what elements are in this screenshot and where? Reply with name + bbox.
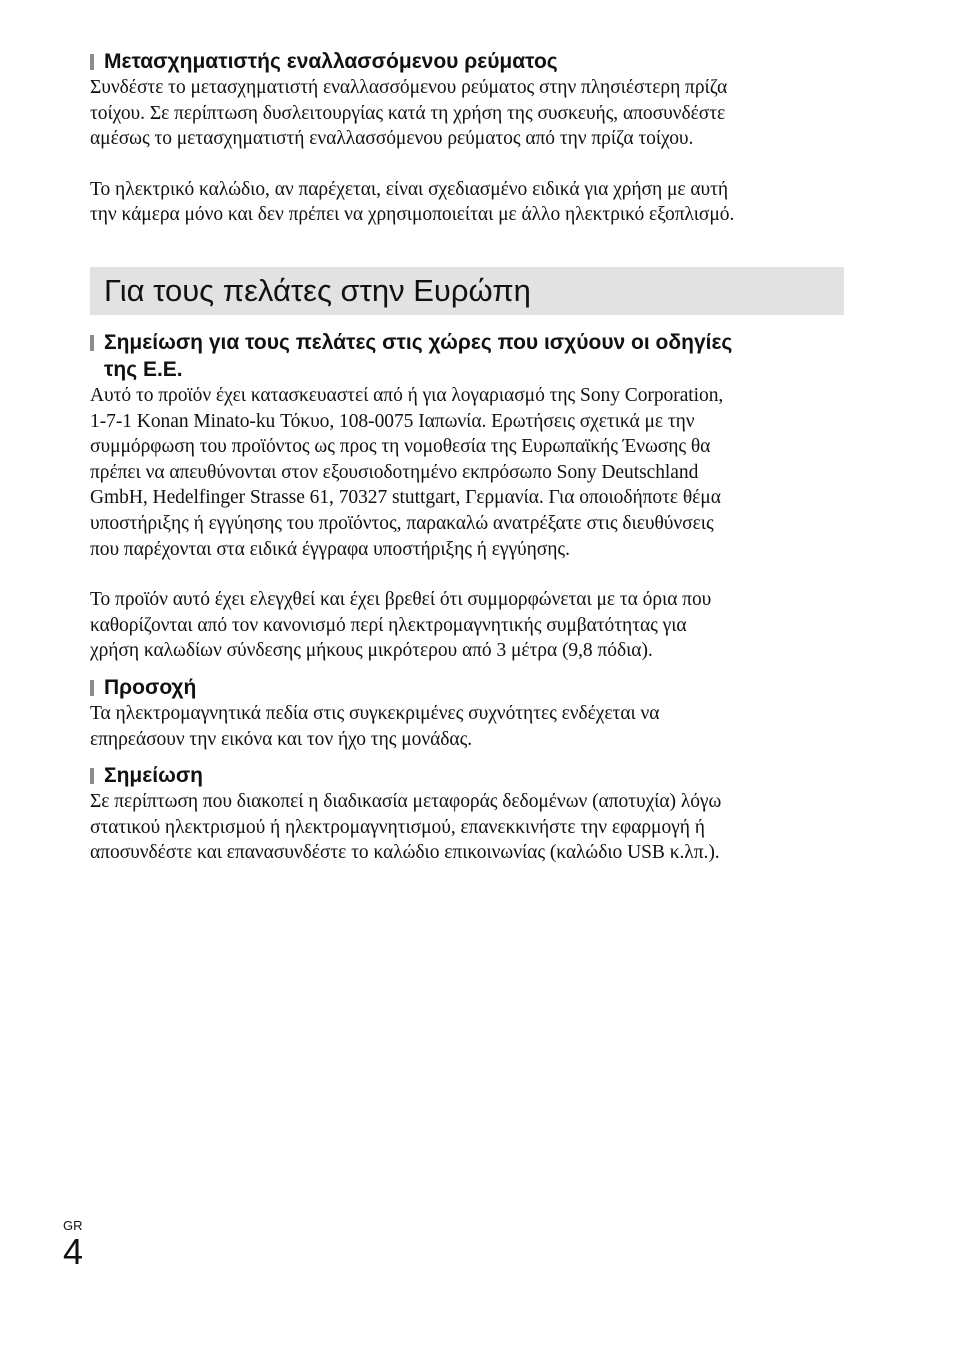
language-code: GR (63, 1218, 83, 1233)
ac-adapter-paragraph-2: Το ηλεκτρικό καλώδιο, αν παρέχεται, είναι σχεδιασμένο ειδικά για χρήση με αυτή την κάμερα μόνο και δεν πρέπει να χρησιμοποιείται με άλλο ηλεκτρικό εξοπλισμό. (90, 178, 735, 226)
ac-adapter-heading (90, 48, 850, 75)
eu-note-heading-line2: της Ε.Ε. (104, 357, 183, 381)
heading-bar-marker (90, 768, 94, 784)
page-content (90, 48, 850, 866)
heading-bar-marker (90, 335, 94, 351)
ac-adapter-heading-text: Μετασχηματιστής εναλλασσόμενου ρεύματος (104, 50, 558, 73)
spacer (90, 152, 850, 177)
spacer (90, 664, 850, 674)
page-number: 4 (63, 1231, 84, 1272)
note-paragraph: Σε περίπτωση που διακοπεί η διαδικασία μεταφοράς δεδομένων (αποτυχία) λόγω στατικού ηλεκτρισμού ή ηλεκτρομαγνητισμού, επανεκκινήστε την εφαρμογή ή αποσυνδέστε και επανασυνδέστε το καλώδιο επικοινωνίας (καλώδιο USB κ.λπ.). (90, 791, 722, 864)
caution-heading (90, 674, 850, 701)
page-footer (63, 1219, 83, 1270)
eu-note-paragraph-2: Το προϊόν αυτό έχει ελεγχθεί και έχει βρεθεί ότι συμμορφώνεται με τα όρια που καθορίζονται από τον κανονισμό περί ηλεκτρομαγνητικής συμβατότητας για χρήση καλωδίων σύνδεσης μήκους μικρότερου από 3 μέτρα (9,8 πόδια). (90, 589, 712, 662)
caution-heading-text: Προσοχή (104, 675, 197, 699)
caution-paragraph: Τα ηλεκτρομαγνητικά πεδία στις συγκεκριμένες συχνότητες ενδέχεται να επηρεάσουν την εικόνα και τον ήχο της μονάδας. (90, 702, 660, 750)
europe-section-title: Για τους πελάτες στην Ευρώπη (104, 272, 531, 308)
eu-note-heading (90, 329, 850, 383)
europe-section-banner (90, 267, 844, 315)
note-heading-text: Σημείωση (104, 764, 204, 788)
ac-adapter-paragraph-1: Συνδέστε το μετασχηματιστή εναλλασσόμενου ρεύματος στην πλησιέστερη πρίζα τοίχου. Σε περίπτωση δυσλειτουργίας κατά τη χρήση της συσκευής, αποσυνδέστε αμέσως το μετασχηματιστή εναλλασσόμενου ρεύματος από την πρίζα τοίχου. (90, 77, 728, 150)
spacer (90, 752, 850, 762)
spacer (90, 562, 850, 587)
heading-bar-marker (90, 54, 94, 70)
heading-bar-marker (90, 680, 94, 696)
eu-note-heading-line1: Σημείωση για τους πελάτες στις χώρες που ισχύουν οι οδηγίες (104, 330, 733, 354)
eu-note-paragraph-1: Αυτό το προϊόν έχει κατασκευαστεί από ή για λογαριασμό της Sony Corporation, 1-7-1 Konan Minato-ku Τόκυο, 108-0075 Ιαπωνία. Ερωτήσεις σχετικά με την συμμόρφωση του προϊόντος ως προς τη νομοθεσία της Ευρωπαϊκής Ένωσης θα πρέπει να απευθύνονται στον εξουσιοδοτημένο εκπρόσωπο Sony Deutschland GmbH, Hedelfinger Strasse 61, 70327 stuttgart, Γερμανία. Για οποιοδήποτε θέμα υποστήριξης ή εγγύησης του προϊόντος, παρακαλώ ανατρέξατε στις διευθύνσεις που παρέχονται στα ειδικά έγγραφα υποστήριξης ή εγγύησης. (90, 384, 724, 560)
note-heading (90, 762, 850, 789)
